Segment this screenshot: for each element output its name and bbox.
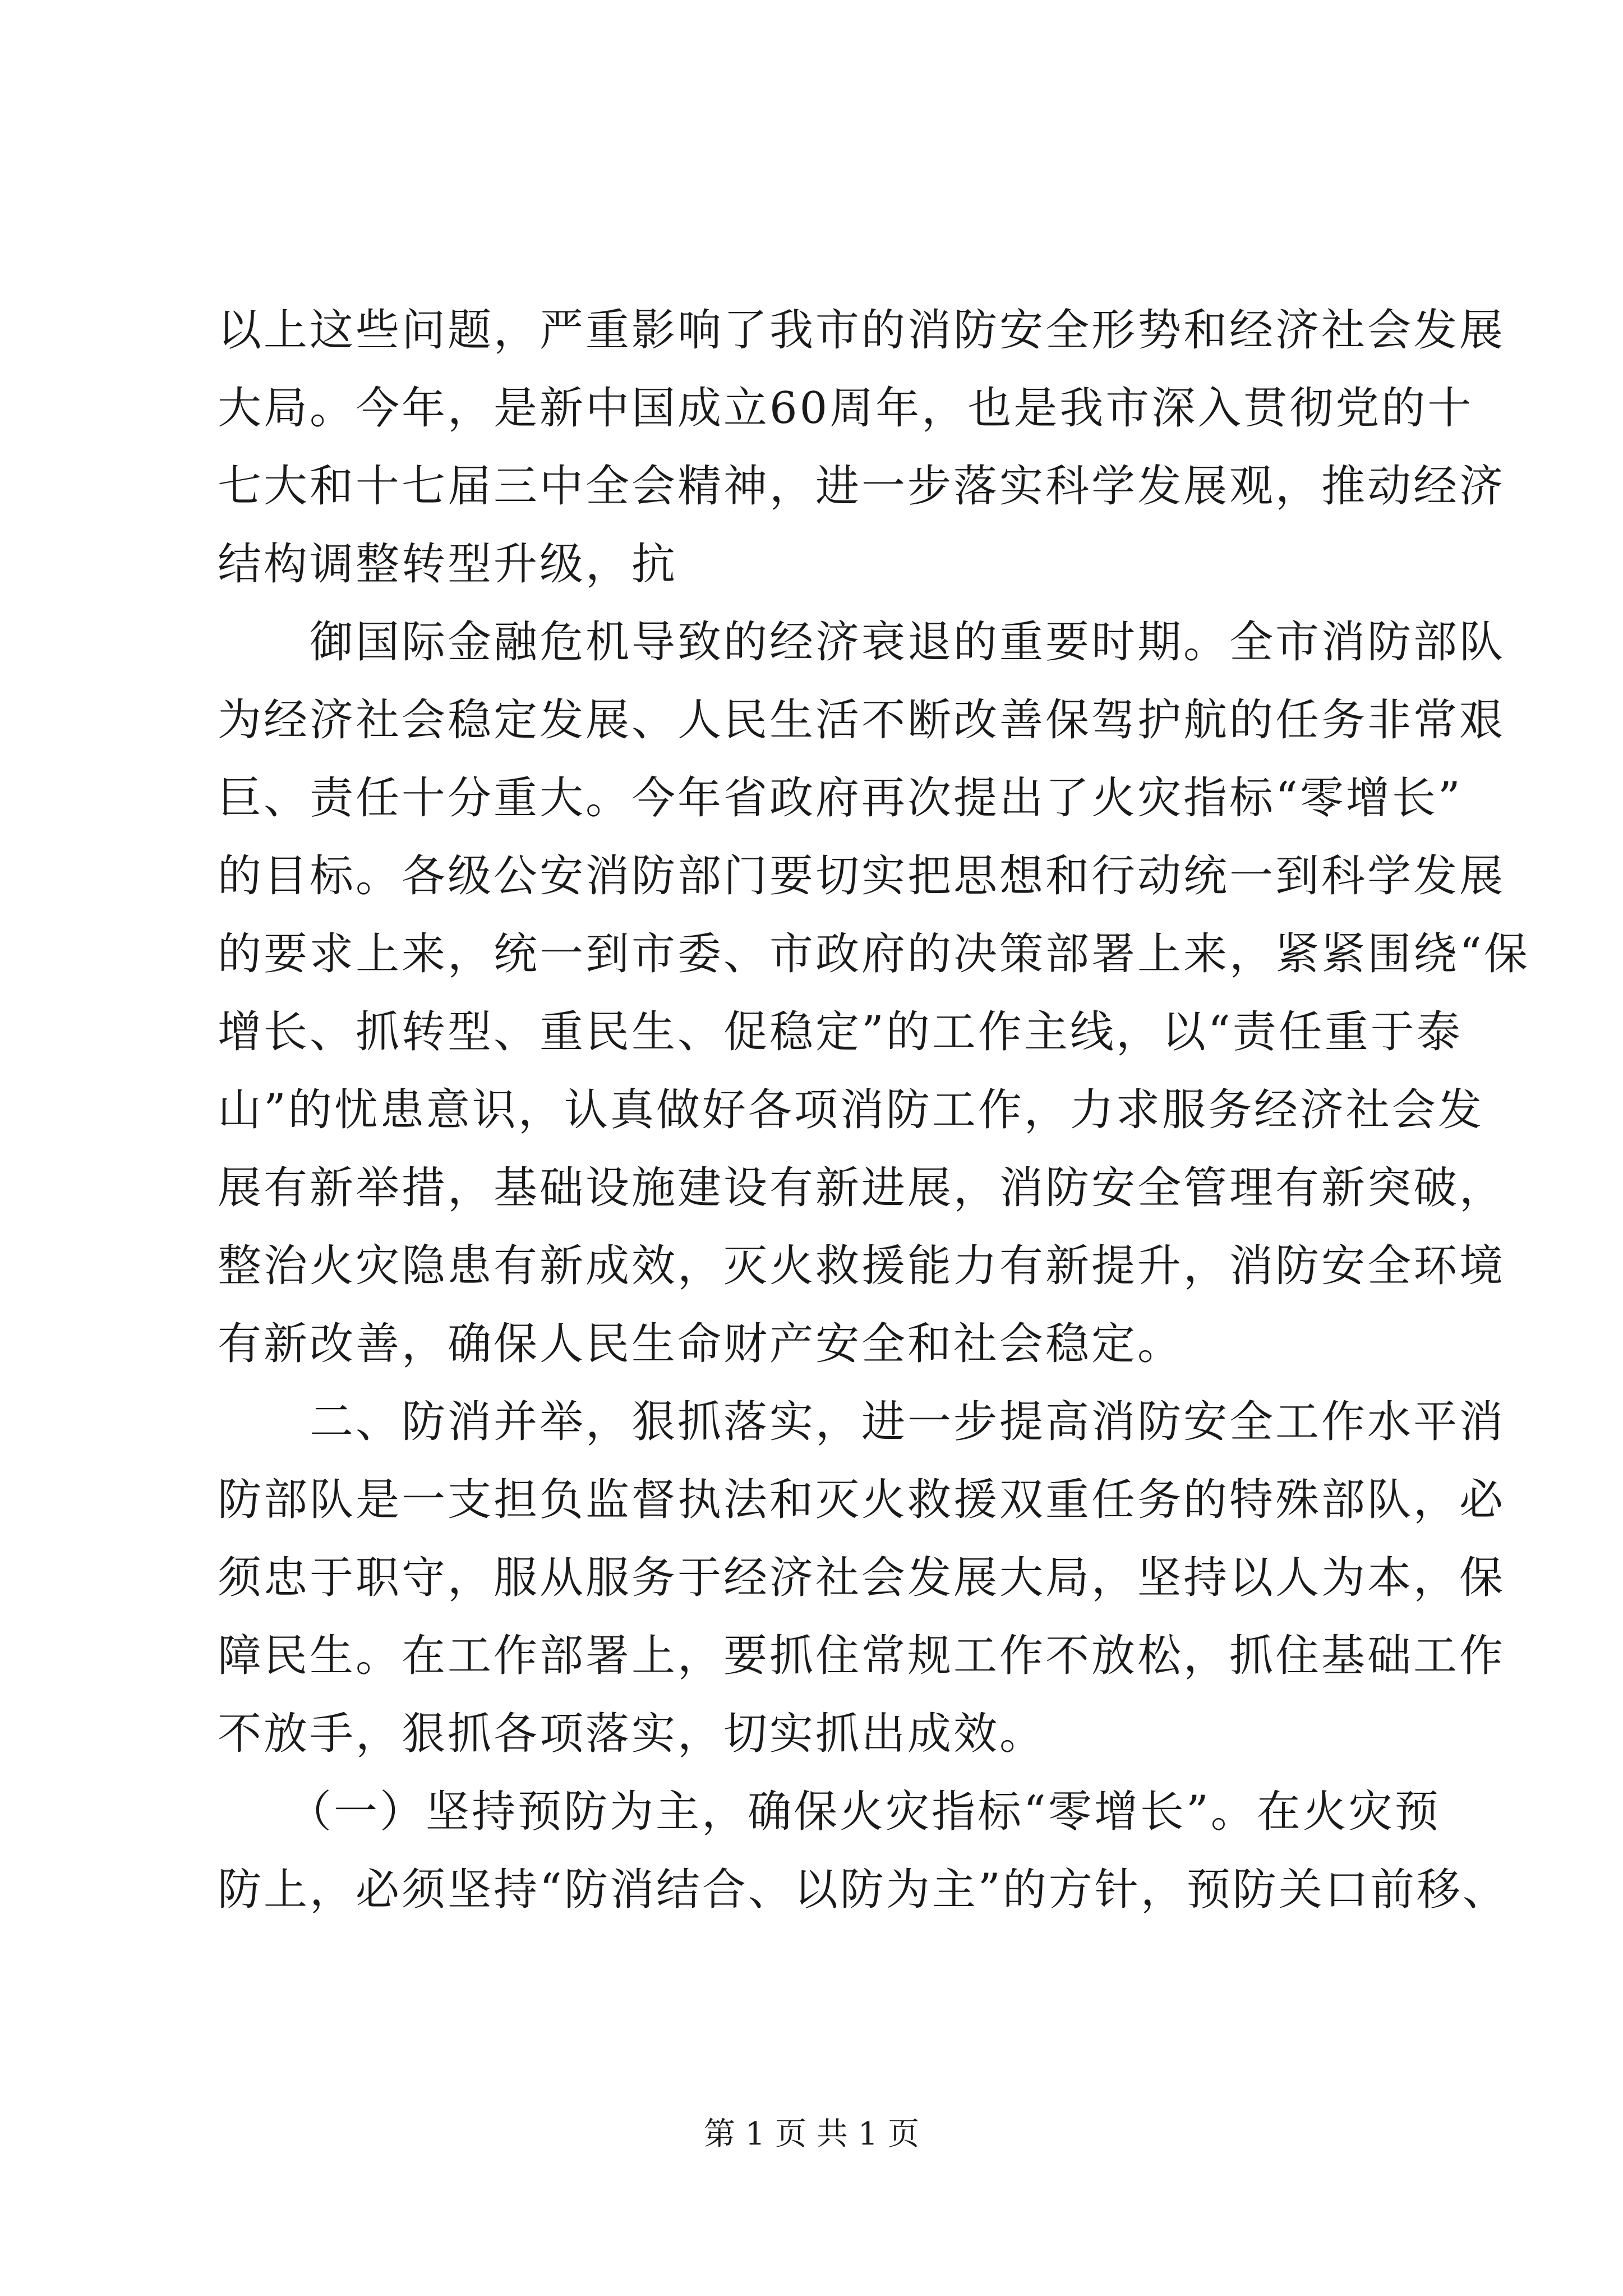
text-line: 有新改善，确保人民生命财产安全和社会稳定。	[218, 1319, 1184, 1369]
document-body	[218, 292, 1530, 1929]
text-line: 御国际金融危机导致的经济衰退的重要时期。全市消防部队	[218, 617, 1506, 668]
text-line: 巨、责任十分重大。今年省政府再次提出了火灾指标“零增长”	[218, 773, 1463, 823]
text-line: （一）坚持预防为主，确保火灾指标“零增长”。在火灾预	[218, 1787, 1441, 1837]
page-footer	[0, 2115, 1623, 2154]
text-line: 以上这些问题，严重影响了我市的消防安全形势和经济社会发展	[218, 305, 1506, 356]
text-line: 防上，必须坚持“防消结合、以防为主”的方针，预防关口前移、	[218, 1865, 1509, 1915]
text-line: 结构调整转型升级，抗	[218, 539, 678, 590]
text-line: 的目标。各级公安消防部门要切实把思想和行动统一到科学发展	[218, 851, 1506, 901]
text-line: 七大和十七届三中全会精神，进一步落实科学发展观，推动经济	[218, 461, 1506, 512]
text-line: 整治火灾隐患有新成效，灭火救援能力有新提升，消防安全环境	[218, 1241, 1506, 1291]
text-line: 增长、抓转型、重民生、促稳定”的工作主线，以“责任重于泰	[218, 1007, 1463, 1057]
text-line: 二、防消并举，狠抓落实，进一步提高消防安全工作水平消	[218, 1397, 1506, 1447]
text-line: 防部队是一支担负监督执法和灭火救援双重任务的特殊部队，必	[218, 1475, 1506, 1525]
text-line: 不放手，狠抓各项落实，切实抓出成效。	[218, 1709, 1046, 1759]
text-line: 须忠于职守，服从服务于经济社会发展大局，坚持以人为本，保	[218, 1553, 1506, 1603]
text-line: 的要求上来，统一到市委、市政府的决策部署上来，紧紧围绕“保	[218, 929, 1530, 979]
text-line: 山”的忧患意识，认真做好各项消防工作，力求服务经济社会发	[218, 1085, 1484, 1135]
text-line: 障民生。在工作部署上，要抓住常规工作不放松，抓住基础工作	[218, 1631, 1506, 1681]
text-line: 为经济社会稳定发展、人民生活不断改善保驾护航的任务非常艰	[218, 695, 1506, 746]
text-line: 展有新举措，基础设施建设有新进展，消防安全管理有新突破，	[218, 1163, 1506, 1213]
page-number-label: 第 1 页 共 1 页	[703, 2116, 920, 2152]
text-line: 大局。今年，是新中国成立60周年，也是我市深入贯彻党的十	[218, 383, 1474, 434]
